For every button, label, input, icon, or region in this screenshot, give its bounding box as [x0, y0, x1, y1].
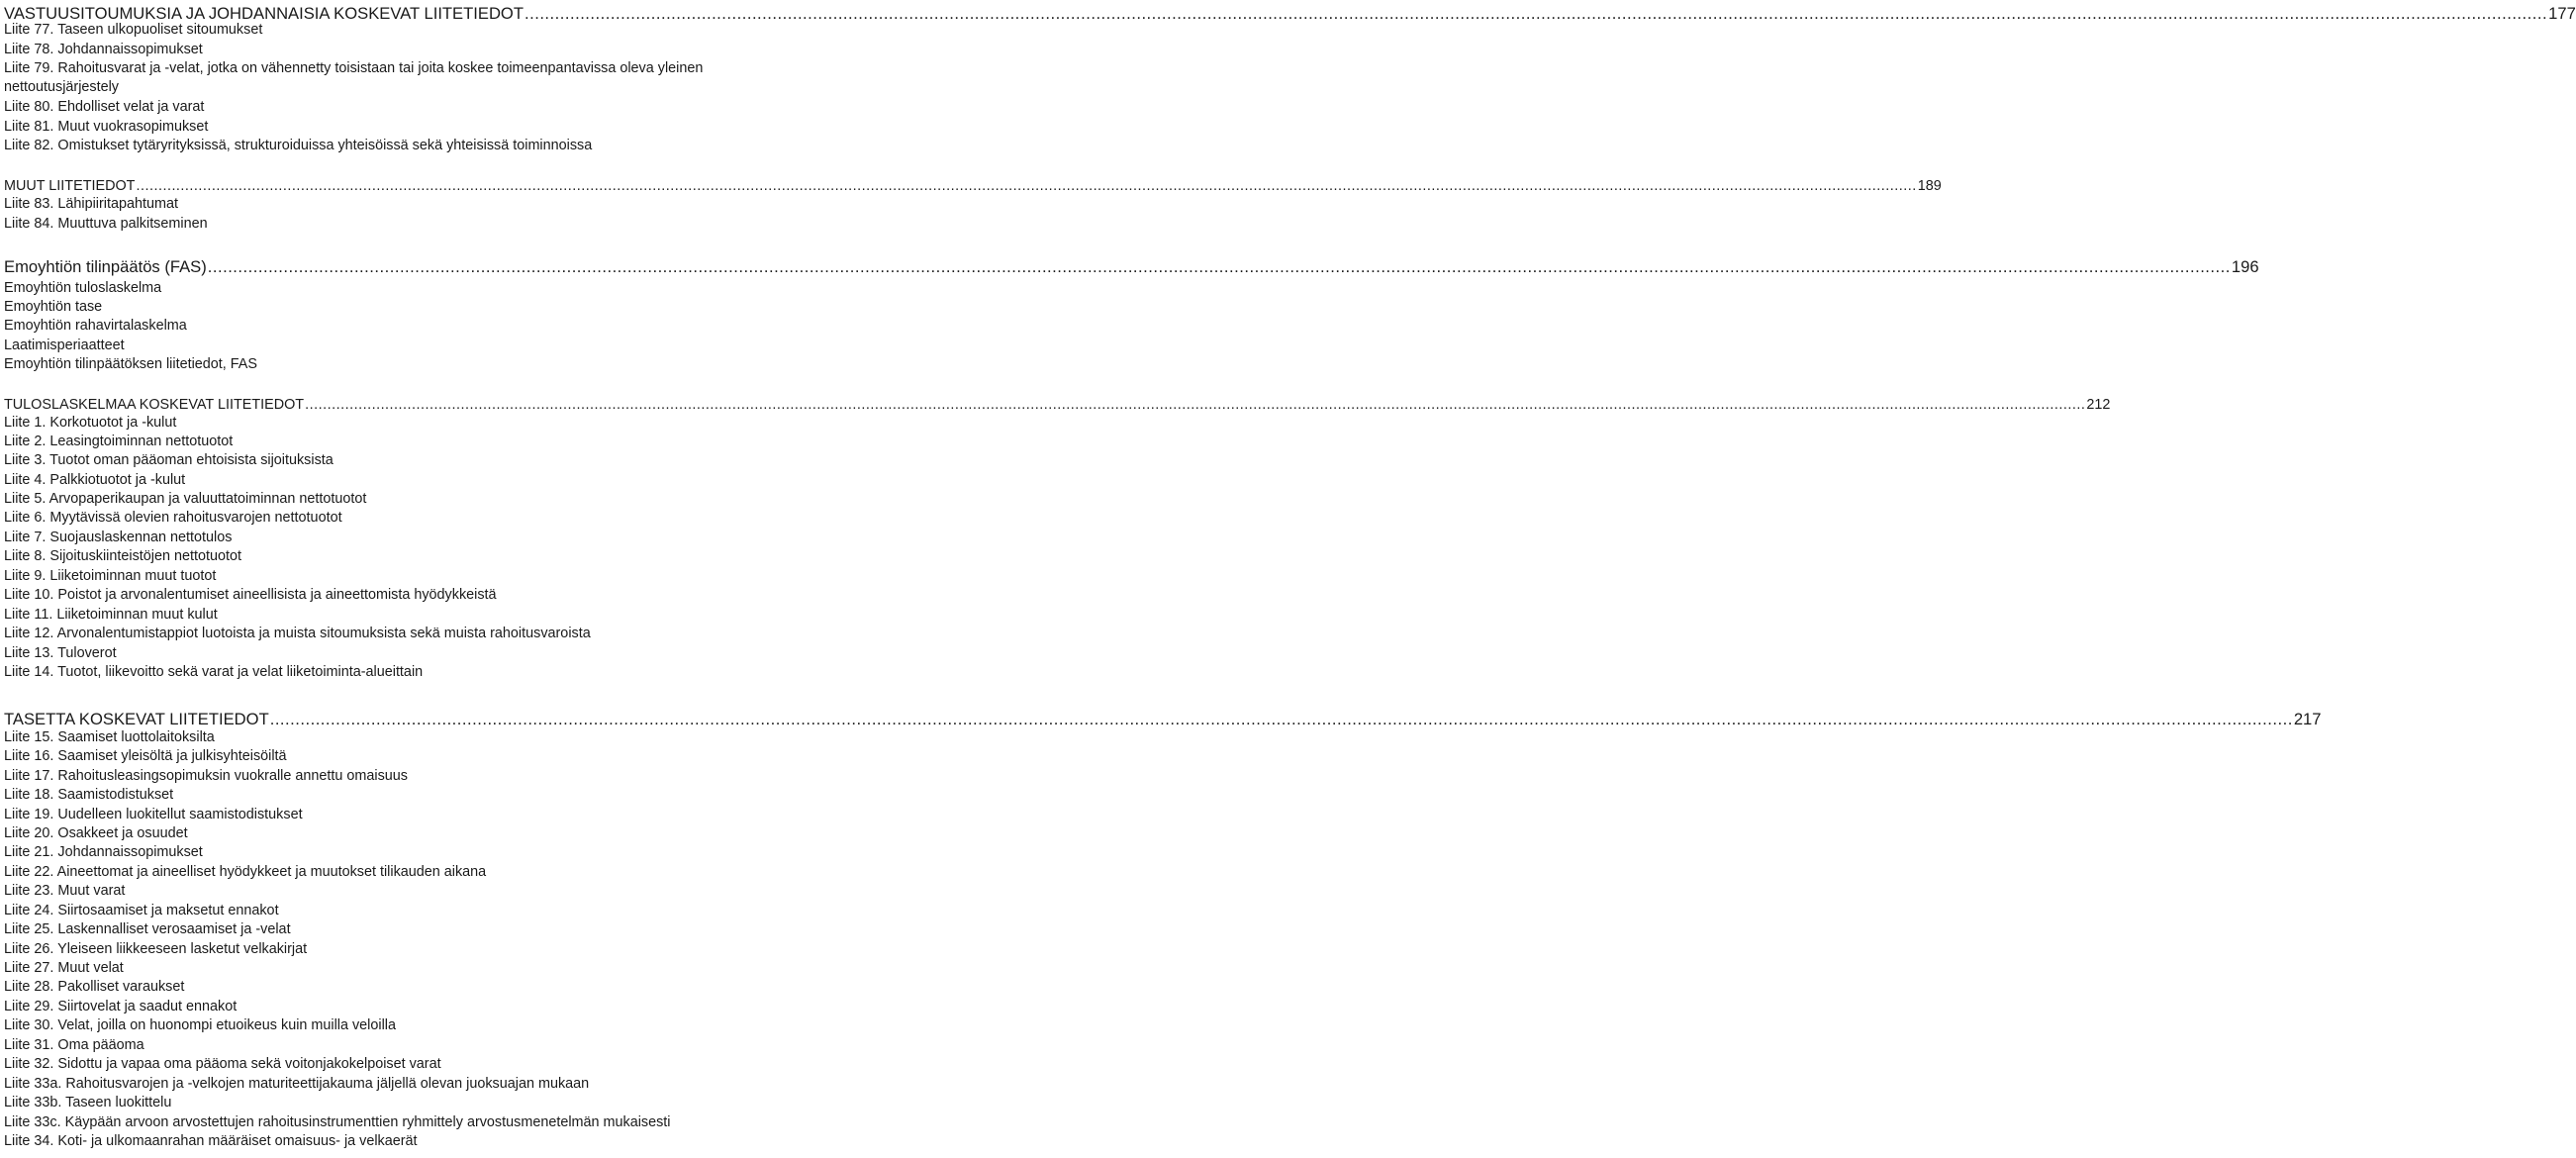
toc-entry[interactable]: Emoyhtiön tuloslaskelma: [4, 280, 162, 296]
toc-section-heading[interactable]: [4, 709, 2322, 730]
section-title: Emoyhtiön tilinpäätös (FAS): [4, 257, 207, 276]
page-number: 212: [2086, 397, 2111, 413]
toc-entry[interactable]: Liite 27. Muut velat: [4, 960, 124, 976]
toc-entry[interactable]: Liite 28. Pakolliset varaukset: [4, 979, 185, 995]
toc-entry[interactable]: Liite 16. Saamiset yleisöltä ja julkisyhteisöiltä: [4, 748, 287, 764]
toc-entry[interactable]: Liite 13. Tuloverot: [4, 645, 117, 661]
toc-entry[interactable]: Liite 8. Sijoituskiinteistöjen nettotuotot: [4, 548, 241, 564]
toc-entry[interactable]: Liite 25. Laskennalliset verosaamiset ja -velat: [4, 921, 291, 937]
toc-entry[interactable]: Liite 3. Tuotot oman pääoman ehtoisista sijoituksista: [4, 452, 334, 468]
toc-entry[interactable]: Emoyhtiön tilinpäätöksen liitetiedot, FAS: [4, 356, 257, 372]
toc-entry[interactable]: Liite 77. Taseen ulkopuoliset sitoumukset: [4, 22, 263, 38]
toc-entry[interactable]: Liite 26. Yleiseen liikkeeseen lasketut velkakirjat: [4, 941, 308, 957]
toc-entry[interactable]: Liite 21. Johdannaissopimukset: [4, 844, 203, 860]
section-title: VASTUUSITOUMUKSIA JA JOHDANNAISIA KOSKEVAT LIITETIEDOT: [4, 4, 524, 23]
page-number: 177: [2548, 4, 2576, 23]
toc-entry[interactable]: Liite 10. Poistot ja arvonalentumiset aineellisista ja aineettomista hyödykkeistä: [4, 587, 497, 603]
toc-entry[interactable]: Liite 6. Myytävissä olevien rahoitusvarojen nettotuotot: [4, 510, 342, 526]
section-title: TULOSLASKELMAA KOSKEVAT LIITETIEDOT: [4, 397, 305, 413]
toc-entry[interactable]: Liite 31. Oma pääoma: [4, 1037, 144, 1053]
toc-entry[interactable]: Liite 33b. Taseen luokittelu: [4, 1095, 172, 1110]
dot-leader: ................................................................................................................................................................................................................................................................................................................................................................................................................: [524, 4, 2548, 23]
toc-entry[interactable]: Liite 30. Velat, joilla on huonompi etuoikeus kuin muilla veloilla: [4, 1017, 396, 1033]
toc-entry[interactable]: Liite 9. Liiketoiminnan muut tuotot: [4, 568, 217, 584]
toc-entry[interactable]: Emoyhtiön rahavirtalaskelma: [4, 318, 187, 334]
toc-entry[interactable]: Liite 7. Suojauslaskennan nettotulos: [4, 530, 233, 545]
page-number: 189: [1917, 178, 1942, 194]
dot-leader: ................................................................................................................................................................................................................................................................................................................................................................................................................: [136, 178, 1917, 194]
page-number: 196: [2231, 257, 2259, 276]
toc-entry[interactable]: Liite 22. Aineettomat ja aineelliset hyödykkeet ja muutokset tilikauden aikana: [4, 864, 487, 880]
toc-entry[interactable]: Liite 79. Rahoitusvarat ja -velat, jotka on vähennetty toisistaan tai joita koskee toimeenpantavissa oleva yleinen: [4, 60, 704, 76]
toc-entry[interactable]: Liite 33c. Käypään arvoon arvostettujen rahoitusinstrumenttien ryhmittely arvostusmenetelmän mukaisesti: [4, 1114, 671, 1130]
toc-entry[interactable]: Liite 2. Leasingtoiminnan nettotuotot: [4, 434, 234, 449]
toc-entry[interactable]: Liite 20. Osakkeet ja osuudet: [4, 825, 188, 841]
toc-entry[interactable]: Liite 5. Arvopaperikaupan ja valuuttatoiminnan nettotuotot: [4, 491, 367, 507]
section-title: TASETTA KOSKEVAT LIITETIEDOT: [4, 710, 269, 728]
toc-entry[interactable]: Liite 14. Tuotot, liikevoitto sekä varat ja velat liiketoiminta-alueittain: [4, 664, 424, 680]
toc-entry[interactable]: Liite 1. Korkotuotot ja -kulut: [4, 415, 177, 431]
toc-entry[interactable]: Liite 17. Rahoitusleasingsopimuksin vuokralle annettu omaisuus: [4, 768, 408, 784]
toc-entry[interactable]: Liite 12. Arvonalentumistappiot luotoista ja muista sitoumuksista sekä muista rahoitusvaroista: [4, 626, 591, 641]
toc-entry[interactable]: Liite 82. Omistukset tytäryrityksissä, strukturoiduissa yhteisöissä sekä yhteisissä toiminnoissa: [4, 138, 593, 153]
toc-entry[interactable]: Liite 24. Siirtosaamiset ja maksetut ennakot: [4, 903, 279, 918]
dot-leader: ................................................................................................................................................................................................................................................................................................................................................................................................................: [305, 397, 2086, 413]
section-title: MUUT LIITETIEDOT: [4, 178, 136, 194]
toc-entry[interactable]: Liite 29. Siirtovelat ja saadut ennakot: [4, 999, 238, 1014]
page-number: 217: [2293, 710, 2322, 728]
toc-entry[interactable]: Liite 83. Lähipiiritapahtumat: [4, 196, 178, 212]
toc-entry[interactable]: Laatimisperiaatteet: [4, 338, 125, 353]
dot-leader: ................................................................................................................................................................................................................................................................................................................................................................................................................: [207, 257, 2231, 276]
toc-entry[interactable]: Liite 34. Koti- ja ulkomaanrahan määräiset omaisuus- ja velkaerät: [4, 1133, 418, 1149]
toc-entry[interactable]: Liite 84. Muuttuva palkitseminen: [4, 216, 208, 232]
toc-section-heading[interactable]: [4, 177, 1942, 196]
toc-entry[interactable]: Liite 33a. Rahoitusvarojen ja -velkojen maturiteettijakauma jäljellä olevan juoksuajan mukaan: [4, 1076, 590, 1092]
dot-leader: ................................................................................................................................................................................................................................................................................................................................................................................................................: [269, 710, 2293, 728]
toc-entry[interactable]: Liite 78. Johdannaissopimukset: [4, 42, 203, 57]
toc-entry[interactable]: Liite 81. Muut vuokrasopimukset: [4, 119, 209, 135]
toc-entry[interactable]: Liite 23. Muut varat: [4, 883, 126, 899]
toc-entry[interactable]: Liite 80. Ehdolliset velat ja varat: [4, 99, 205, 115]
toc-entry[interactable]: Emoyhtiön tase: [4, 299, 103, 315]
toc-entry[interactable]: Liite 18. Saamistodistukset: [4, 787, 174, 803]
toc-section-heading[interactable]: [4, 396, 2111, 415]
toc-entry[interactable]: nettoutusjärjestely: [4, 79, 119, 95]
toc-entry[interactable]: Liite 32. Sidottu ja vapaa oma pääoma sekä voitonjakokelpoiset varat: [4, 1056, 441, 1072]
toc-entry[interactable]: Liite 19. Uudelleen luokitellut saamistodistukset: [4, 807, 303, 822]
toc-entry[interactable]: Liite 11. Liiketoiminnan muut kulut: [4, 607, 218, 623]
toc-section-heading[interactable]: [4, 256, 2259, 278]
toc-entry[interactable]: Liite 4. Palkkiotuotot ja -kulut: [4, 472, 186, 488]
toc-entry[interactable]: Liite 15. Saamiset luottolaitoksilta: [4, 729, 215, 745]
